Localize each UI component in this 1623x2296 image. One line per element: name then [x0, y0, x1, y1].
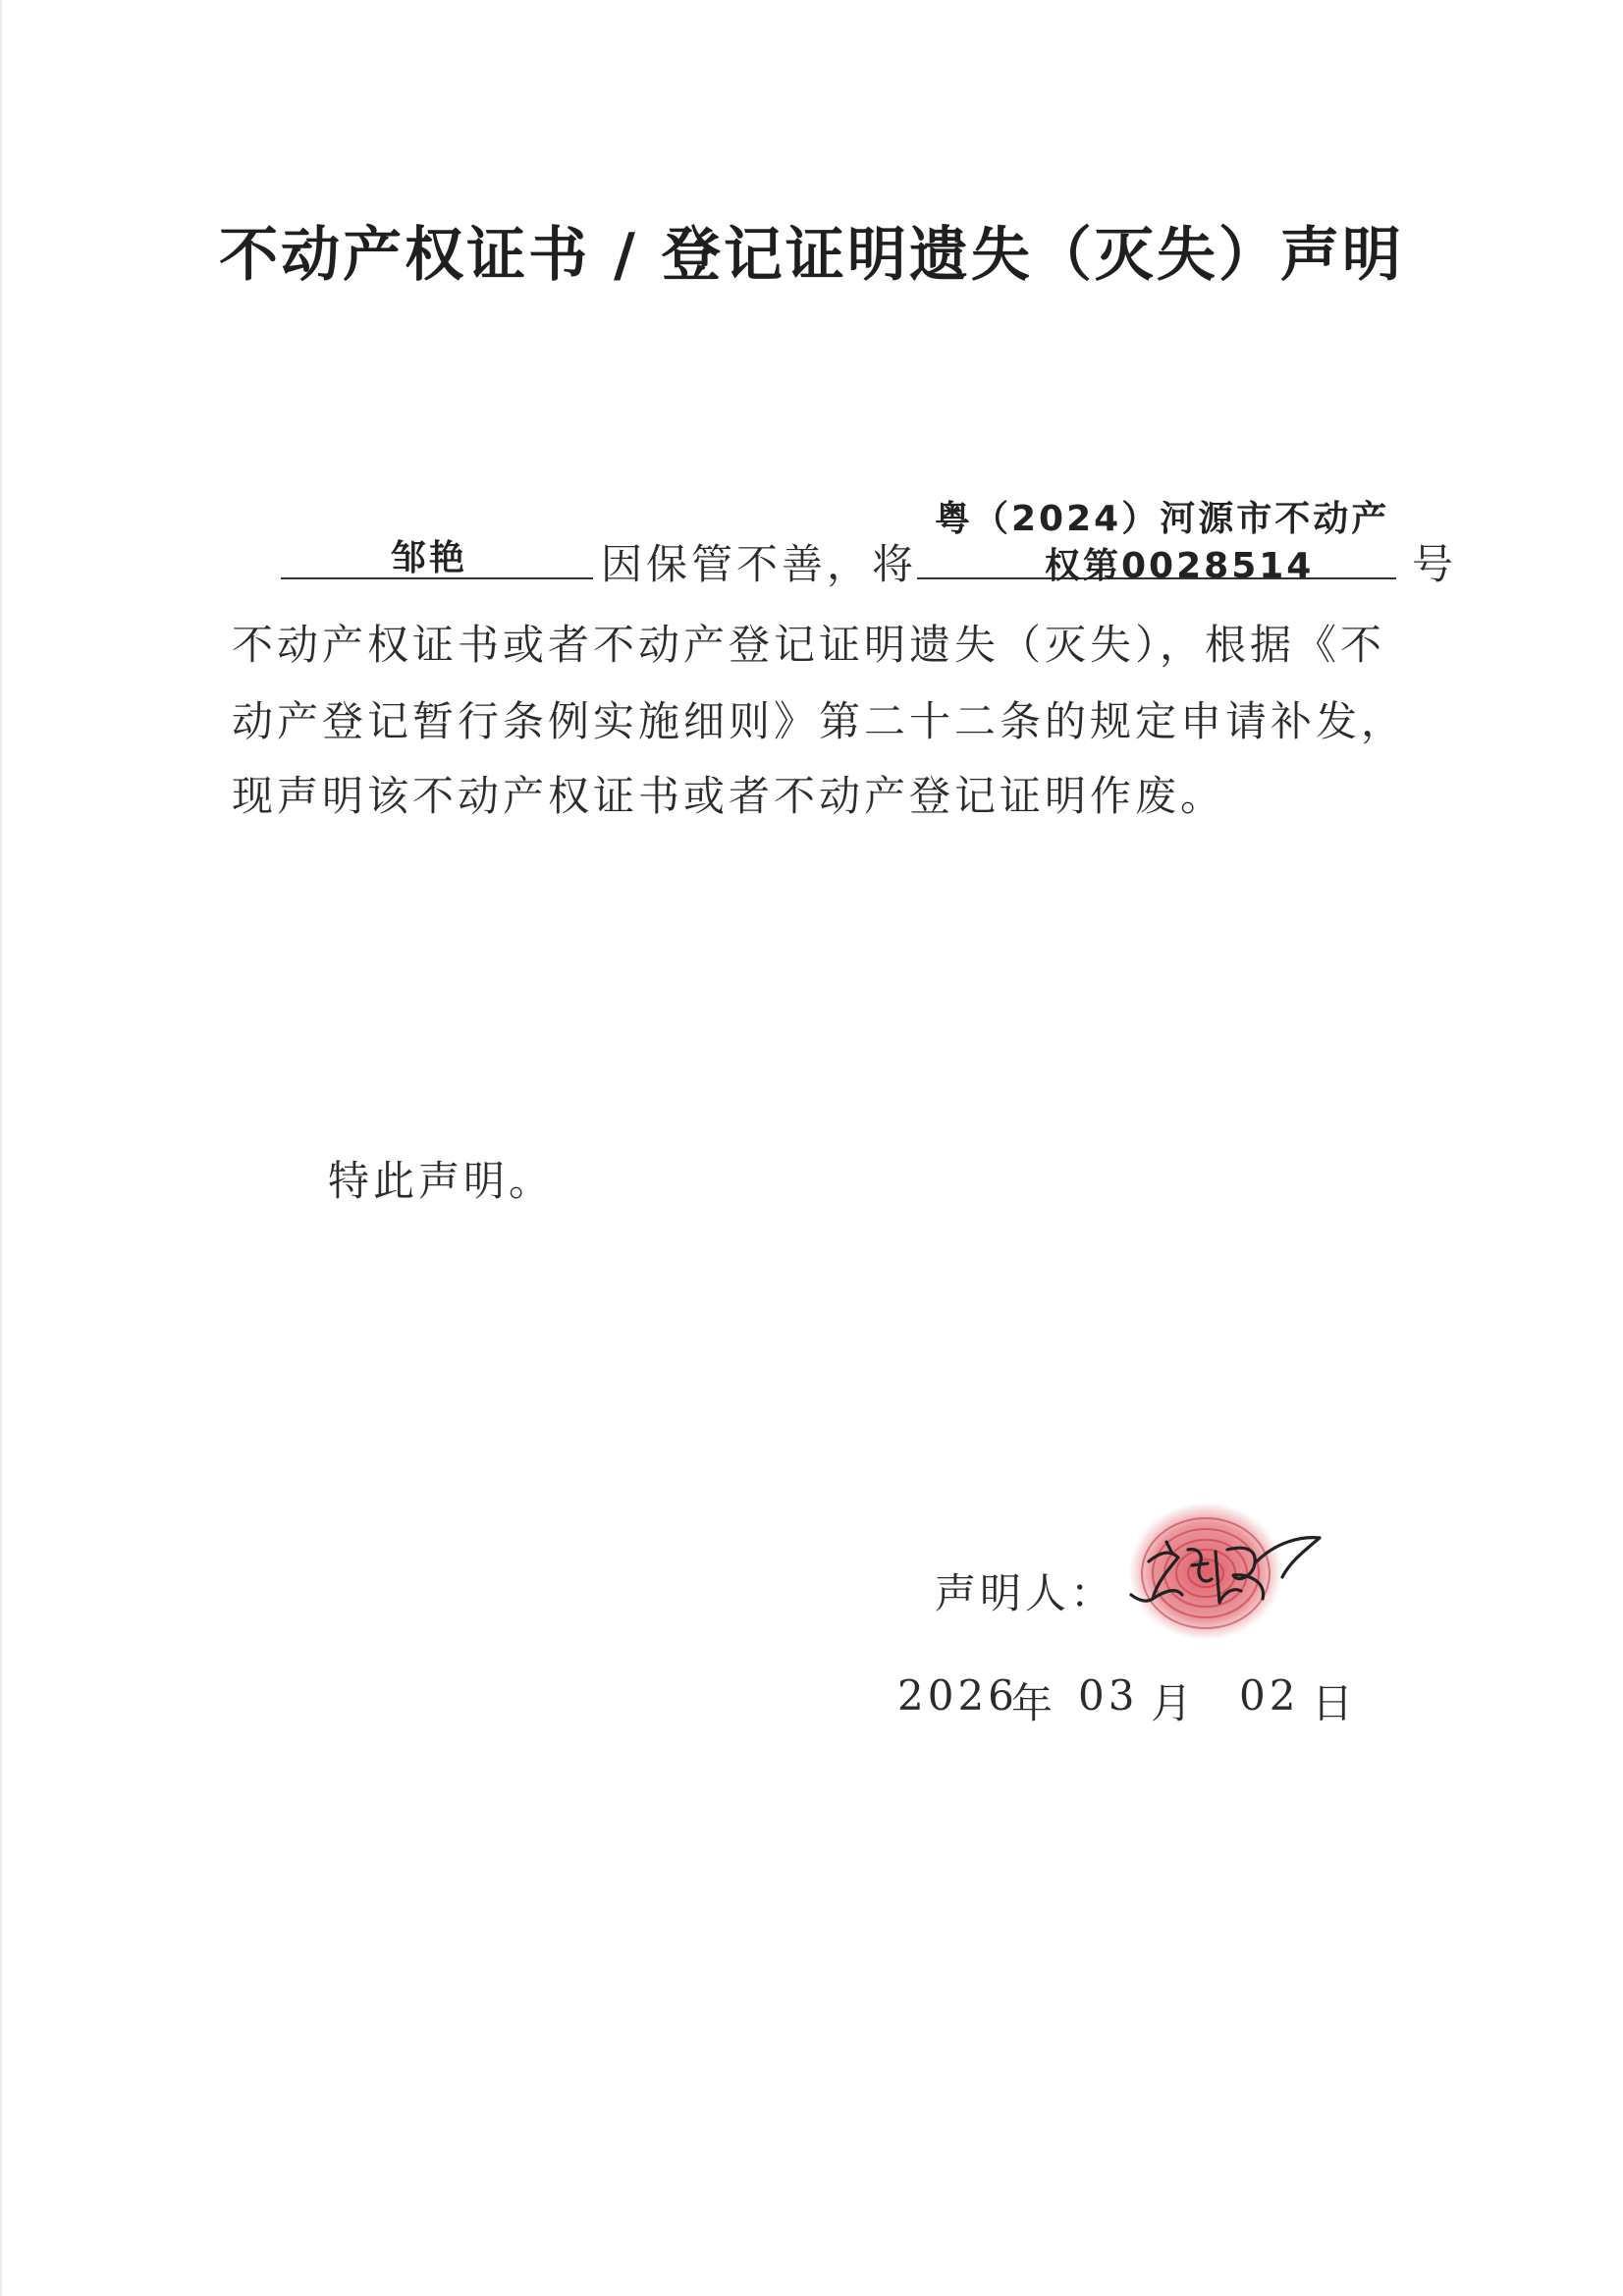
closing-statement: 特此声明。	[328, 1157, 555, 1205]
signature-area	[1109, 1493, 1365, 1650]
paragraph-line-1: 不动产权证书或者不动产登记证明遗失（灭失），根据《不	[232, 621, 1386, 669]
date-year: 2026	[897, 1671, 1018, 1720]
text-after-name: 因保管不善，将	[601, 540, 918, 588]
document-title: 不动产权证书 / 登记证明遗失（灭失）声明	[219, 221, 1404, 290]
certificate-number-line2: 权第0028514	[1045, 546, 1315, 586]
date-year-unit: 年	[1011, 1679, 1057, 1727]
paragraph-line-3: 现声明该不动产权证书或者不动产登记证明作废。	[232, 772, 1226, 820]
handwritten-signature-icon	[1109, 1493, 1365, 1650]
date-day: 02	[1239, 1671, 1300, 1720]
paragraph-line-2: 动产登记暂行条例实施细则》第二十二条的规定申请补发，	[232, 697, 1407, 745]
scan-edge-shadow	[0, 0, 3, 2296]
declarant-name: 邹艳	[391, 538, 468, 578]
certificate-number-line1: 粤（2024）河源市不动产	[935, 499, 1390, 539]
date-day-unit: 日	[1312, 1679, 1358, 1727]
signer-label: 声明人：	[935, 1569, 1116, 1617]
text-after-certificate: 号	[1412, 540, 1458, 588]
date-month-unit: 月	[1151, 1679, 1197, 1727]
date-month: 03	[1078, 1671, 1139, 1720]
